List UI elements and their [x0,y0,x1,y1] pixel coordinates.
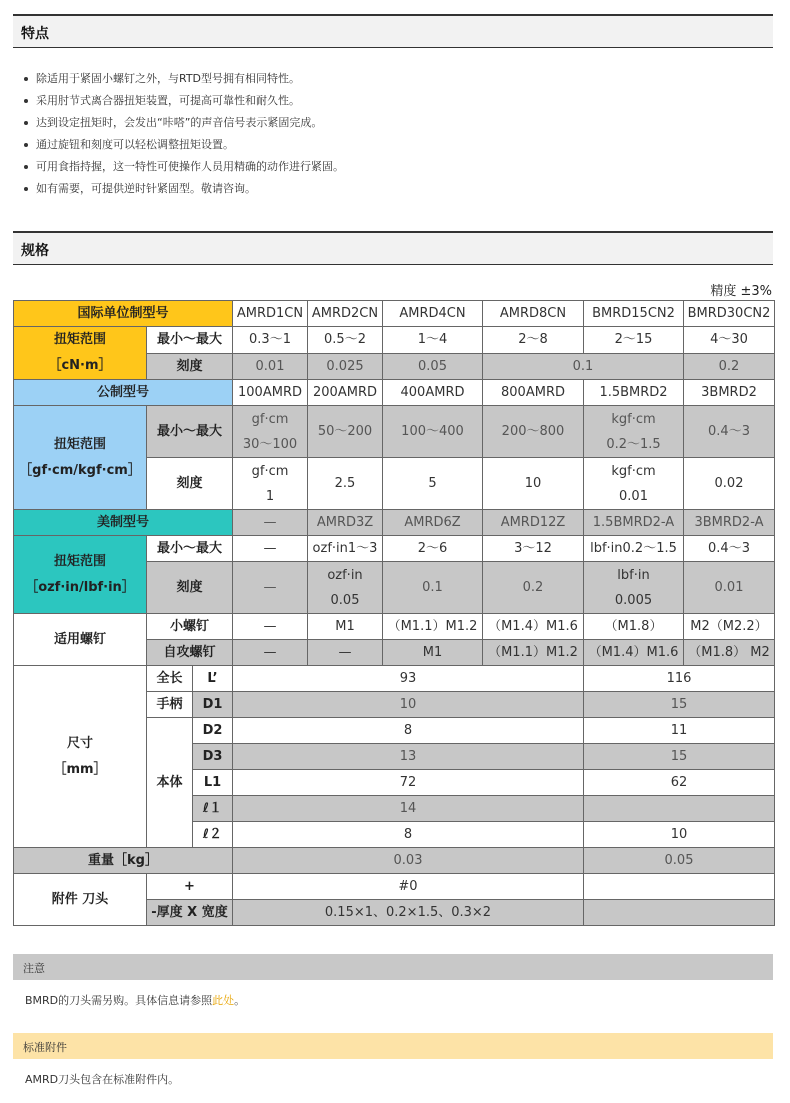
table-cell: 0.2 [684,353,775,380]
table-cell: — [233,614,308,640]
si-torque-title: 扭矩范围 [53,332,106,347]
table-cell: M1 [308,614,383,640]
dims-label [14,666,147,848]
cell-value: 1 [265,488,275,504]
table-cell: 0.5～2 [308,327,383,354]
minus-bit-label: -厚度 X 宽度 [147,900,233,926]
table-cell: 15 [584,692,775,718]
us-torque-unit: ［ozf·in/lbf·in］ [25,579,135,595]
cell-unit: gf·cm [251,411,289,427]
dim-symbol: D1 [193,692,233,718]
dims-unit: ［mm］ [53,761,107,777]
table-cell: 200～800 [483,406,584,458]
cell-value: 0.2～1.5 [606,436,661,452]
table-cell: — [233,510,308,536]
standard-accessory-text: AMRD刀头包含在标准附件内。 [25,1073,180,1086]
table-cell: 0.1 [483,353,684,380]
table-cell: 3～12 [483,536,584,562]
specs-header [13,231,773,265]
cell-value: 30～100 [242,436,298,452]
table-cell: ozf·in1～3 [308,536,383,562]
table-cell: 2.5 [308,458,383,510]
table-cell: #0 [233,874,584,900]
cell-unit: ozf·in [327,567,363,583]
list-item: 如有需要，可提供逆时针紧固型。敬请咨询。 [20,178,344,200]
table-cell: （M1.8） M2 [684,640,775,666]
table-cell: 72 [233,770,584,796]
si-model-label: 国际单位制型号 [14,301,233,327]
table-cell: — [233,562,308,614]
table-cell: 0.05 [584,848,775,874]
precision-note: 精度 ±3% [710,284,772,299]
table-cell: 4～30 [684,327,775,354]
cell-value: 0.01 [619,488,648,504]
plus-bit-label: + [147,874,233,900]
table-cell: 8 [233,718,584,744]
table-cell: 2～15 [584,327,684,354]
table-cell: 800AMRD [483,380,584,406]
table-cell: BMRD30CN2 [684,301,775,327]
us-torque-label [14,536,147,614]
table-cell: M2（M2.2） [684,614,775,640]
us-torque-title: 扭矩范围 [53,553,106,569]
table-cell: 1.5BMRD2-A [584,510,684,536]
si-scale-label: 刻度 [147,353,233,380]
weight-label: 重量［kg］ [14,848,233,874]
table-cell: 100～400 [383,406,483,458]
table-cell: 3BMRD2-A [684,510,775,536]
table-cell: AMRD8CN [483,301,584,327]
table-cell: 0.15×1、0.2×1.5、0.3×2 [233,900,584,926]
table-cell: 14 [233,796,584,822]
table-cell: 400AMRD [383,380,483,406]
table-cell: 0.01 [684,562,775,614]
cell-value: 0.05 [330,592,360,608]
cell-unit: gf·cm [251,463,289,479]
dim-symbol: D2 [193,718,233,744]
table-cell: 1～4 [383,327,483,354]
table-cell [584,562,684,614]
cell-value: 0.005 [614,592,653,608]
features-header [13,14,773,48]
note-end: 。 [234,994,246,1007]
cell-unit: kgf·cm [611,463,656,479]
table-cell: lbf·in0.2～1.5 [584,536,684,562]
table-cell: 1.5BMRD2 [584,380,684,406]
us-minmax-label: 最小～最大 [147,536,233,562]
note-header [13,954,773,980]
list-item: 可用食指持握，这一特性可使操作人员用精确的动作进行紧固。 [20,156,344,178]
screws-label: 适用螺钉 [14,614,147,666]
table-cell: 50～200 [308,406,383,458]
metric-model-label: 公制型号 [14,380,233,406]
table-cell: — [233,640,308,666]
features-list [20,68,344,200]
table-cell: M1 [383,640,483,666]
standard-accessory-title: 标准附件 [23,1041,67,1054]
list-item: 通过旋钮和刻度可以轻松调整扭矩设置。 [20,134,344,156]
total-length-label: 全长 [147,666,193,692]
note-body: BMRD的刀头需另购。具体信息请参照 [25,994,213,1007]
table-cell: AMRD12Z [483,510,584,536]
table-cell: AMRD1CN [233,301,308,327]
list-item: 除适用于紧固小螺钉之外，与RTD型号拥有相同特性。 [20,68,344,90]
table-cell: 8 [233,822,584,848]
table-cell: 13 [233,744,584,770]
body-label: 本体 [147,718,193,848]
table-cell: — [308,640,383,666]
standard-accessory-header [13,1033,773,1059]
table-cell [584,458,684,510]
spec-table [13,300,775,926]
table-cell: （M1.4）M1.6 [584,640,684,666]
small-screw-label: 小螺钉 [147,614,233,640]
table-cell: — [233,536,308,562]
cell-unit: kgf·cm [611,411,656,427]
table-cell [233,406,308,458]
table-cell [584,406,684,458]
dim-symbol: L’ [193,666,233,692]
table-cell [308,562,383,614]
table-cell: 116 [584,666,775,692]
table-cell: 2～8 [483,327,584,354]
table-cell: BMRD15CN2 [584,301,684,327]
table-cell: 5 [383,458,483,510]
table-cell: 3BMRD2 [684,380,775,406]
table-cell: 0.2 [483,562,584,614]
table-cell: 0.01 [233,353,308,380]
metric-minmax-label: 最小～最大 [147,406,233,458]
table-cell: （M1.8） [584,614,684,640]
table-cell: （M1.1）M1.2 [483,640,584,666]
metric-torque-label [14,406,147,510]
table-cell: 0.025 [308,353,383,380]
table-cell: 200AMRD [308,380,383,406]
si-torque-label [14,327,147,380]
dim-symbol: L1 [193,770,233,796]
list-item: 达到设定扭矩时，会发出“咔嗒”的声音信号表示紧固完成。 [20,112,344,134]
note-text [25,992,245,1008]
features-title: 特点 [21,26,49,42]
note-title: 注意 [23,962,45,975]
dim-symbol: D3 [193,744,233,770]
handle-label: 手柄 [147,692,193,718]
specs-title: 规格 [21,243,49,259]
table-cell: 100AMRD [233,380,308,406]
table-cell: 10 [233,692,584,718]
table-cell: 93 [233,666,584,692]
table-cell [584,900,775,926]
us-scale-label: 刻度 [147,562,233,614]
table-cell: 2～6 [383,536,483,562]
cell-unit: lbf·in [617,567,650,583]
table-cell: AMRD6Z [383,510,483,536]
table-cell [584,874,775,900]
metric-torque-title: 扭矩范围 [53,436,106,452]
accessory-label: 附件 刀头 [14,874,147,926]
table-cell: 0.1 [383,562,483,614]
table-cell: 0.05 [383,353,483,380]
table-cell: （M1.1）M1.2 [383,614,483,640]
dim-symbol: ℓ２ [193,822,233,848]
list-item: 采用肘节式离合器扭矩装置，可提高可靠性和耐久性。 [20,90,344,112]
table-cell: 62 [584,770,775,796]
table-cell: AMRD3Z [308,510,383,536]
table-cell: 0.4～3 [684,536,775,562]
si-torque-unit: ［cN·m］ [48,358,112,373]
table-cell: AMRD2CN [308,301,383,327]
table-cell: （M1.4）M1.6 [483,614,584,640]
us-model-label: 美制型号 [14,510,233,536]
table-cell [233,458,308,510]
dims-title: 尺寸 [66,735,93,751]
dim-symbol: ℓ１ [193,796,233,822]
si-minmax-label: 最小～最大 [147,327,233,354]
table-cell: 0.3～1 [233,327,308,354]
note-link[interactable]: 此处 [212,994,235,1007]
table-cell: 0.4～3 [684,406,775,458]
tap-screw-label: 自攻螺钉 [147,640,233,666]
table-cell: 0.02 [684,458,775,510]
table-cell: 15 [584,744,775,770]
table-cell: AMRD4CN [383,301,483,327]
table-cell: 11 [584,718,775,744]
metric-scale-label: 刻度 [147,458,233,510]
table-cell: 10 [483,458,584,510]
table-cell: 10 [584,822,775,848]
metric-torque-unit: ［gf·cm/kgf·cm］ [19,462,141,478]
table-cell [584,796,775,822]
table-cell: 0.03 [233,848,584,874]
